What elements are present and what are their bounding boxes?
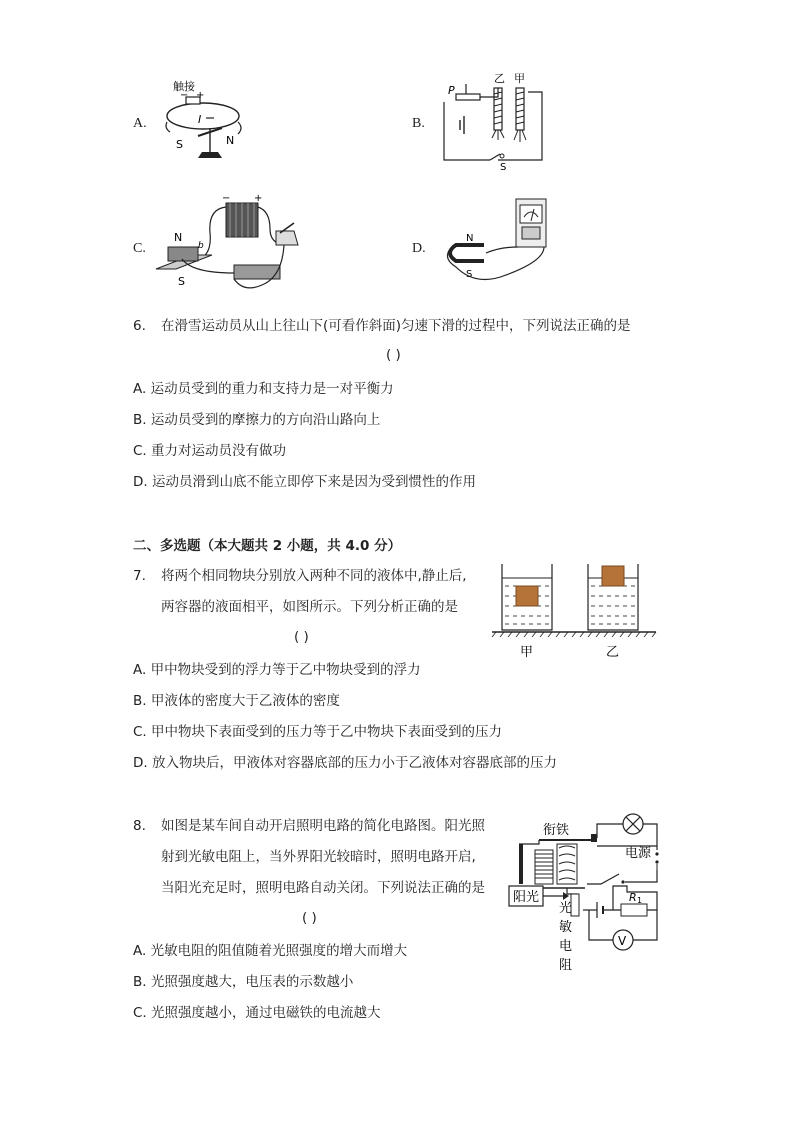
q7-option-a: A. 甲中物块受到的浮力等于乙中物块受到的浮力 [133, 662, 421, 678]
q8-option-a: A. 光敏电阻的阻值随着光照强度的增大而增大 [133, 943, 408, 959]
voltmeter-label: V [618, 934, 627, 948]
s-label: S [500, 162, 507, 172]
compass-base [198, 152, 222, 158]
q8-number: 8. [133, 818, 146, 834]
q8-answer-paren: ( ) [302, 910, 317, 926]
option-c-letter: C. [133, 241, 146, 256]
q8-stem-line-1: 如图是某车间自动开启照明电路的简化电路图。阳光照 [161, 818, 485, 834]
minus-label: − [222, 193, 231, 204]
q6-stem: 在滑雪运动员从山上往山下(可看作斜面)匀速下滑的过程中，下列说法正确的是 [161, 318, 631, 334]
jia-label: 甲 [514, 72, 525, 85]
p-label: P [448, 84, 455, 97]
minus-label: − [180, 90, 189, 101]
rheostat [456, 94, 480, 100]
q6-option-b: B. 运动员受到的摩擦力的方向沿山路向上 [133, 412, 381, 428]
q7-option-d: D. 放入物块后，甲液体对容器底部的压力小于乙液体对容器底部的压力 [133, 755, 557, 771]
q7-stem-line-2: 两容器的液面相平，如图所示。下列分析正确的是 [161, 599, 458, 615]
q6-number: 6. [133, 318, 146, 334]
u-magnet [450, 245, 484, 261]
magnet [168, 247, 198, 261]
yi-label: 乙 [494, 72, 505, 85]
option-d-figure [436, 195, 554, 293]
q6-option-d: D. 运动员滑到山底不能立即停下来是因为受到惯性的作用 [133, 474, 476, 490]
option-b-figure [440, 70, 548, 172]
plus-label: + [196, 90, 205, 101]
touch-label: 触接 [173, 80, 195, 93]
q7-number: 7. [133, 568, 146, 584]
q7-option-c: C. 甲中物块下表面受到的压力等于乙中物块下表面受到的压力 [133, 724, 503, 740]
resistor-r1 [621, 904, 647, 916]
electromagnet-core [535, 850, 553, 884]
sunlight-label: 阳光 [513, 890, 540, 905]
photoresistor-label-3: 电 [559, 939, 573, 954]
photoresistor-label-2: 敏 [559, 920, 573, 935]
q8-stem-line-2: 射到光敏电阻上，当外界阳光较暗时，照明电路开启, [161, 849, 476, 865]
q7-stem-line-1: 将两个相同物块分别放入两种不同的液体中,静止后, [161, 568, 467, 584]
switch [276, 231, 298, 245]
plus-label: + [254, 193, 263, 204]
photoresistor-label-1: 光 [559, 901, 573, 916]
q7-option-b: B. 甲液体的密度大于乙液体的密度 [133, 693, 340, 709]
block-yi [602, 566, 624, 586]
option-a-figure [158, 76, 253, 170]
q8-stem-line-3: 当阳光充足时，照明电路自动关闭。下列说法正确的是 [161, 880, 485, 896]
option-d-letter: D. [412, 241, 426, 256]
option-a-letter: A. [133, 116, 147, 131]
option-c-figure [152, 193, 312, 295]
n-label: N [174, 231, 183, 244]
label-yi: 乙 [606, 645, 620, 660]
s-label: S [466, 269, 473, 280]
q8-figure [505, 810, 665, 970]
current-label: I [198, 113, 202, 126]
label-jia: 甲 [520, 645, 534, 660]
q6-option-a: A. 运动员受到的重力和支持力是一对平衡力 [133, 381, 394, 397]
n-label: N [466, 233, 474, 244]
q7-figure [490, 560, 658, 660]
photoresistor [571, 894, 579, 916]
power-label: 电源 [625, 846, 652, 861]
n-label: N [226, 134, 235, 147]
b-label: b [198, 241, 204, 251]
q7-answer-paren: ( ) [294, 629, 309, 645]
r1-subscript: 1 [637, 896, 643, 905]
section-2-title: 二、多选题（本大题共 2 小题，共 4.0 分） [133, 538, 402, 554]
q8-option-c: C. 光照强度越小，通过电磁铁的电流越大 [133, 1005, 381, 1021]
q8-option-b: B. 光照强度越大，电压表的示数越小 [133, 974, 354, 990]
armature-label: 衔铁 [543, 823, 570, 838]
r1-label: R [629, 891, 637, 904]
block-jia [516, 586, 538, 606]
s-label: S [176, 138, 183, 151]
option-b-letter: B. [412, 116, 425, 131]
q6-answer-paren: ( ) [386, 347, 401, 363]
photoresistor-label-4: 阻 [559, 958, 573, 970]
q6-option-c: C. 重力对运动员没有做功 [133, 443, 287, 459]
s-label: S [178, 275, 185, 288]
